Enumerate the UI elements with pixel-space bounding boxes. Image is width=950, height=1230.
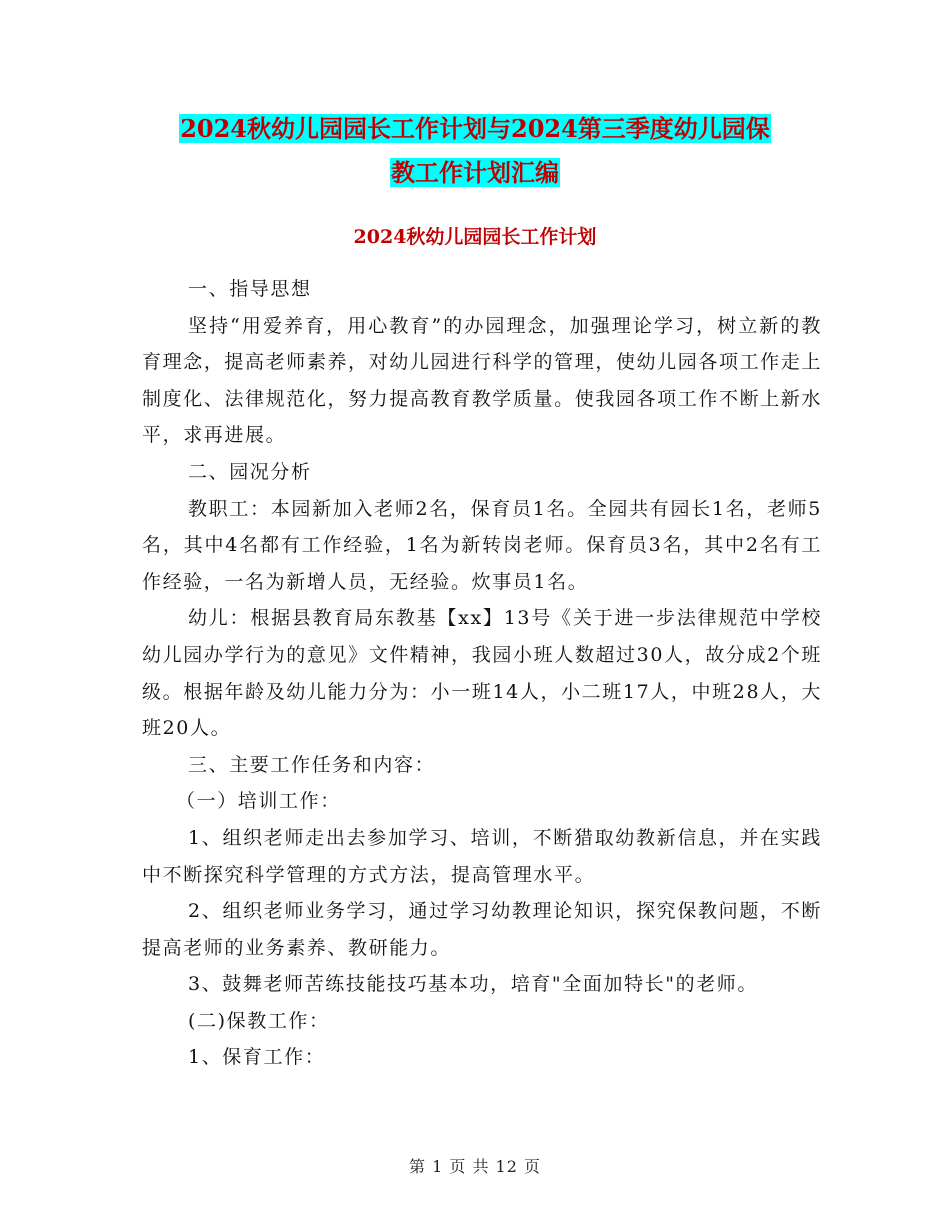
heading-training: （一）培训工作： xyxy=(176,790,341,813)
title-highlight-1: 2024秋幼儿园园长工作计划与2024第三季度幼儿园保 xyxy=(180,114,770,143)
heading-care-education: (二)保教工作： xyxy=(188,1009,330,1032)
document-body xyxy=(142,271,822,1076)
paragraph: 教职工：本园新加入老师2名，保育员1名。全园共有园长1名，老师5名，其中4名都有工作经验，1名为新转岗老师。保育员3名，其中2名有工作经验，一名为新增人员，无经验。炊事员1名。 xyxy=(142,497,822,593)
section-title: 2024秋幼儿园园长工作计划 xyxy=(353,226,597,248)
document-title-line-2 xyxy=(0,158,950,188)
heading-analysis: 二、园况分析 xyxy=(188,460,312,483)
document-title-line-1 xyxy=(0,114,950,144)
heading-main-tasks: 三、主要工作任务和内容： xyxy=(188,753,436,776)
paragraph: 坚持“用爱养育，用心教育”的办园理念，加强理论学习，树立新的教育理念，提高老师素养，对幼儿园进行科学的管理，使幼儿园各项工作走上制度化、法律规范化，努力提高教育教学质量。使我园各项工作不断上新水平，求再进展。 xyxy=(142,314,822,447)
list-item: 3、鼓舞老师苦练技能技巧基本功，培育"全面加特长"的老师。 xyxy=(188,973,758,996)
title-highlight-2: 教工作计划汇编 xyxy=(391,158,559,187)
paragraph: 幼儿：根据县教育局东教基【xx】13号《关于进一步法律规范中学校幼儿园办学行为的意见》文件精神，我园小班人数超过30人，故分成2个班级。根据年龄及幼儿能力分为：小一班14人，小二班17人，中班28人，大班20人。 xyxy=(142,607,822,740)
list-item: 2、组织老师业务学习，通过学习幼教理论知识，探究保教问题，不断提高老师的业务素养、教研能力。 xyxy=(142,900,822,959)
heading-care-work: 1、保育工作： xyxy=(188,1046,326,1069)
heading-guiding-thought: 一、指导思想 xyxy=(188,278,312,300)
page-footer: 第 1 页 共 12 页 xyxy=(409,1157,541,1176)
list-item: 1、组织老师走出去参加学习、培训，不断猎取幼教新信息，并在实践中不断探究科学管理的方式方法，提高管理水平。 xyxy=(142,826,822,886)
